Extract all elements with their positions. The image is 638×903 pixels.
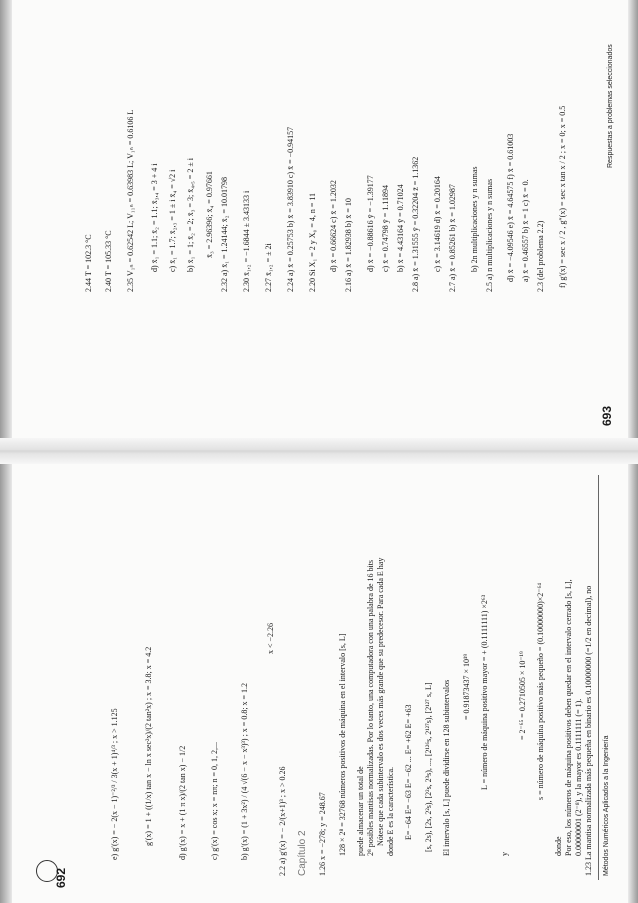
answer-line: 2.3 (del problema 2.2)	[536, 220, 545, 292]
text-line: 128 × 2⁸ = 32768 números positivos de máquina en el intervalo [s, L]	[338, 633, 347, 856]
answer-line: b) 2n multiplicaciones y n sumas	[470, 166, 479, 272]
text-line: 0.00000001 (2⁻⁸), y la mayor es 0.1111111 (= 1).	[574, 698, 583, 856]
answer-line: 2.35 V₁ₙ = 0.62542 L; V₁₁ₙ = 0.63983 L; V₁ₙ = 0.6106 L	[126, 109, 135, 292]
text-line: Por eso, los números de máquina positivos deben quedar en el intervalo cerrado [s, L],	[564, 579, 573, 856]
answer-line: b) x̄ = 4.43164 ȳ = 0.71024	[396, 184, 405, 272]
answer-line: d) x̄ = 0.66624 c) x̄ = 1.2032	[329, 180, 338, 272]
text-line: = 0.91873437 × 10¹⁹	[462, 653, 471, 720]
text-line: e) g′(x) = − 2(x − 1)⁻²/³ / 3(x + 1)⁴/³ ; x > 1.125	[110, 708, 119, 860]
book-gutter	[0, 438, 638, 464]
answer-line: c) x̄ = 3.14619 d) x̄ = 0.20164	[433, 176, 442, 272]
answer-line: 2.20 Si X₁ = 2 y X₀ = 4, n = 11	[308, 192, 317, 292]
answer-line: d) x̄ = −4.09546 e) x̄ = 4.64575 f) x̄ = 0.61003	[506, 133, 515, 282]
answer-line: c) x̄ = 0.74798 ȳ = 1.11894	[381, 185, 390, 272]
text-line: 2.2 a) g′(x) = − 2/(x+1)³ ; x > 0.26	[278, 766, 287, 876]
answer-line: d) x̄ = −0.88616 ȳ = −1.39177	[366, 175, 375, 272]
text-line: [s, 2s), [2s, 2²s), [2²s, 2³s), ..., [2¹²⁶s, 2¹²⁷s), [2¹²⁷ s, L]	[424, 682, 433, 852]
text-line: 2⁸ posibles mantisas normalizadas. Por lo tanto, una computadora con una palabra de 16 bits	[366, 559, 375, 856]
text-line: 1.23 La mantisa normalizada más pequeña en binario es 0.10000000 (=1/2 en decimal), no	[584, 585, 593, 876]
page-number: 692	[54, 867, 68, 888]
text-line: = 2⁻⁶⁵ = 0.2710505 × 10⁻¹⁹	[518, 651, 527, 740]
answer-line: d) x̄₁ = 1.1; x̄₂ = 1.1; x̄₃,₄ = 3 + 4 i	[150, 163, 159, 272]
answer-line: 2.27 x̄₁,₂ = ± 2i	[264, 243, 273, 292]
page-number: 693	[600, 405, 614, 426]
answer-line: c) x̄₁ = 1.7; x̄₂,₃ = 1 ± i x̄₄ = √2 i	[168, 169, 177, 272]
left-page	[28, 475, 618, 888]
text-line: x < −2.26	[266, 622, 275, 654]
text-line: g′(x) = 1 + ((1/x) tan x − ln x sec²x)/(2 tan²x) ; x = 3.8; x = 4.2	[144, 646, 153, 846]
answer-line: a) x̄ = 0.46557 b) x̄ = 1 c) x̄ = 0.	[521, 179, 530, 282]
text-line: Nótese que cada subintervalo es dos veces más grande que su predecesor. Para cada E hay	[376, 557, 385, 846]
text-line: s = número de máquina positivo más pequeño = (0.10000000)×2⁻⁶⁴	[536, 582, 545, 800]
answer-line: 2.16 a) x̄ = 1.82938 b) x̄ = 10	[344, 198, 353, 292]
answer-line: b) x̄₁ = 1; x̄₂ = 2; x̄₃ = 3; x̄₄,₅ = 2 ± i	[186, 158, 195, 272]
answer-line: 2.40 T = 105.33 °C	[104, 230, 113, 292]
text-line: b) g′(x) = (1 + 3x²) / (4 √(6 − x − x³)³) ; x = 0.8; x = 1.2	[240, 682, 249, 860]
text-line: El intervalo [s, L] puede dividirse en 128 subintervalos	[442, 679, 451, 856]
text-line: L = número de máquina positivo mayor = + (0.1111111) ×2⁶³	[480, 594, 489, 790]
right-page	[28, 23, 618, 428]
text-line: puede almacenar un total de	[356, 766, 365, 856]
answer-line: 2.24 a) x̄ = 0.25753 b) x̄ = 3.83910 c) x̄ = −0.94157	[286, 126, 295, 292]
text-line: 1.26 x = −278; y = 248.67	[318, 792, 327, 876]
text-line: y	[500, 852, 509, 856]
answer-line: 2.30 x̄₁,₂ = −1.6844 ± 3.43133 i	[242, 190, 251, 292]
answer-line: 2.44 T = 102.3 °C	[84, 234, 93, 292]
text-line: donde E es la característica.	[386, 766, 395, 856]
text-line: c) g′(x) = cos x; x = nπ; n = 0, 1, 2,...	[210, 742, 219, 860]
answer-line: 2.5 a) n multiplicaciones y n sumas	[485, 178, 494, 292]
text-line: E= −64 E= −63 E= −62 ... E= +62 E= +63	[404, 704, 413, 840]
answer-line: x̄₃ = 2.96396; x̄₄ = 0.97661	[205, 171, 214, 258]
running-header: Métodos Numéricos Aplicados a la Ingeniería	[603, 735, 610, 876]
text-line: d) g′(x) = x + (1 π x)/(2 tan x) − 1/2	[178, 745, 187, 860]
chapter-heading: Capítulo 2	[297, 830, 308, 876]
answer-line: 2.7 a) x̄ = 0.85261 b) x̄ = 1.02987	[448, 184, 457, 292]
answer-line: 2.8 a) x̄ = 1.31555 ȳ = 0.32204 z̄ = 1.1362	[411, 156, 420, 292]
answer-line: 2.32 a) x̄₁ = 1.24144; x̄₂ = 10.01798	[220, 176, 229, 292]
answer-line: f) g′(x) = sec x / 2 , g″(x) = sec x tan x / 2 ; x = 0; x = 0.5	[558, 105, 567, 288]
running-header: Respuestas a problemas seleccionados	[607, 44, 614, 168]
header-rule	[598, 475, 599, 880]
text-line: donde	[554, 836, 563, 856]
